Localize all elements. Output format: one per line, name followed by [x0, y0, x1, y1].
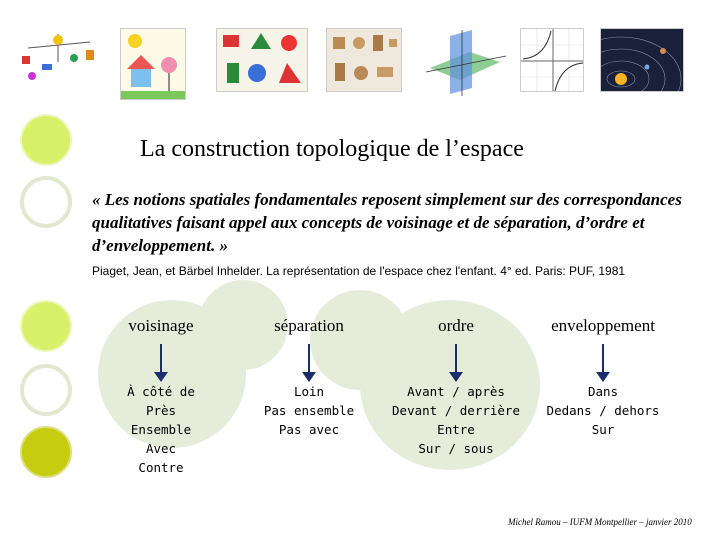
column-item: Pas avec — [278, 422, 340, 437]
column-item: Avec — [145, 441, 177, 456]
thumbnail-geometric-shapes — [216, 28, 308, 92]
deco-circle-2 — [20, 176, 72, 228]
column-item: Devant / derrière — [392, 403, 520, 418]
column-enveloppement — [528, 316, 678, 439]
slide-title: La construction topologique de l’espace — [140, 136, 524, 162]
down-arrow-icon — [596, 344, 610, 382]
column-heading: enveloppement — [551, 316, 655, 335]
thumbnail-wooden-blocks — [326, 28, 402, 92]
column-separation — [234, 316, 384, 439]
thumbnail-child-drawing — [120, 28, 186, 100]
deco-circle-1 — [20, 114, 72, 166]
citation: Piaget, Jean, et Bärbel Inhelder. La représentation de l'espace chez l'enfant. 4° ed. Paris: PUF, 1981 — [92, 264, 626, 278]
thumbnail-solar-system — [600, 28, 684, 92]
column-item: Ensemble — [130, 422, 192, 437]
down-arrow-icon — [302, 344, 316, 382]
column-ordre — [381, 316, 531, 458]
column-heading: séparation — [274, 316, 344, 335]
thumbnail-mobile-toy — [12, 28, 104, 92]
thumbnail-3d-planes — [420, 28, 510, 98]
piaget-quote: « Les notions spatiales fondamentales reposent simplement sur des correspondances qualitatives faisant appel aux concepts de voisinage et de séparation, d’ordre et d’enveloppement. » — [92, 190, 682, 255]
column-item: Près — [145, 403, 177, 418]
column-item: Contre — [138, 460, 184, 475]
column-item: Dedans / dehors — [546, 403, 660, 418]
deco-circle-4 — [20, 364, 72, 416]
column-voisinage — [86, 316, 236, 477]
down-arrow-icon — [449, 344, 463, 382]
column-item: Avant / après — [407, 384, 505, 399]
column-item: Dans — [587, 384, 619, 399]
down-arrow-icon — [154, 344, 168, 382]
deco-circle-3 — [20, 300, 72, 352]
column-item: Sur / sous — [418, 441, 494, 456]
column-item: Sur — [591, 422, 615, 437]
column-heading: voisinage — [128, 316, 194, 335]
column-heading: ordre — [438, 316, 474, 335]
footer-credit: Michel Ramou – IUFM Montpellier – janvier 2010 — [508, 517, 692, 527]
column-item: Pas ensemble — [263, 403, 355, 418]
column-item: À côté de — [127, 384, 195, 399]
thumbnail-function-graph — [520, 28, 584, 92]
column-item: Entre — [437, 422, 475, 437]
column-item: Loin — [293, 384, 325, 399]
deco-circle-5 — [20, 426, 72, 478]
